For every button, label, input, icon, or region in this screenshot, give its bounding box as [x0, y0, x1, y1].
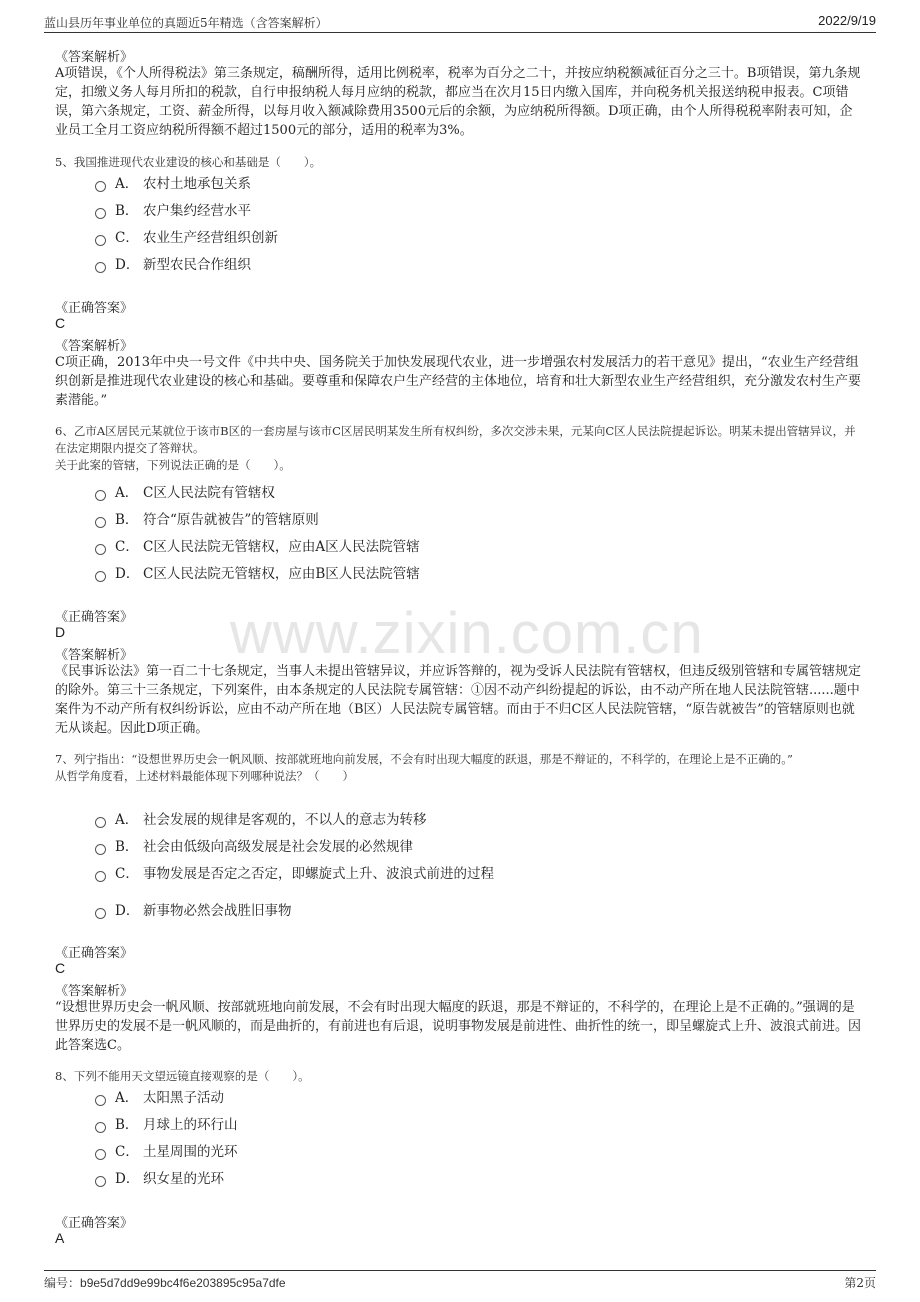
radio-icon[interactable] — [95, 571, 106, 582]
answer-analysis: C项正确，2013年中央一号文件《中共中央、国务院关于加快发展现代农业，进一步增强农村发展活力的若干意见》提出，“农业生产经营组织创新是推进现代农业建设的核心和基础。要尊重和保障农户生产经营的主体地位，培育和壮大新型农业生产经营组织，充分激发农村生产要素潜能。” — [55, 355, 862, 408]
correct-answer-label: 《正确答案》 — [55, 610, 134, 625]
radio-icon[interactable] — [95, 1095, 106, 1106]
radio-icon[interactable] — [95, 235, 106, 246]
option-b[interactable]: B． 农户集约经营水平 — [95, 201, 251, 221]
option-c[interactable]: C． 土星周围的光环 — [95, 1142, 238, 1162]
analysis-label: 《答案解析》 — [55, 984, 134, 999]
radio-icon[interactable] — [95, 844, 106, 855]
page-header — [44, 12, 876, 33]
option-a[interactable]: A． C区人民法院有管辖权 — [95, 483, 275, 503]
question-stem: 6、乙市A区居民元某就位于该市B区的一套房屋与该市C区居民明某发生所有权纠纷，多次交涉未果，元某向C区人民法院提起诉讼。明某未提出管辖异议，并在法定期限内提交了答辩状。 关于此案的管辖，下列说法正确的是（ ）。 — [55, 424, 856, 472]
option-b[interactable]: B． 月球上的环行山 — [95, 1115, 238, 1135]
page-number: 第2页 — [844, 1276, 876, 1290]
radio-icon[interactable] — [95, 1149, 106, 1160]
question-stem: 5、我国推进现代农业建设的核心和基础是（ ）。 — [55, 155, 322, 169]
option-b[interactable]: B． 社会由低级向高级发展是社会发展的必然规律 — [95, 837, 413, 857]
q4-analysis: A项错误，《个人所得税法》第三条规定，稿酬所得，适用比例税率，税率为百分之二十，并按应纳税额减征百分之三十。B项错误，第九条规定，扣缴义务人每月所扣的税款，自行申报纳税人每月应纳的税款，都应当在次月15日内缴入国库，并向税务机关报送纳税申报表。C项错误，第六条规定，工资、薪金所得，以每月收入额减除费用3500元后的余额，为应纳税所得额。D项正确，由个人所得税税率附表可知，企业员工全月工资应纳税所得额不超过1500元的部分，适用的税率为3%。 — [55, 66, 861, 138]
radio-icon[interactable] — [95, 1176, 106, 1187]
question-stem: 8、下列不能用天文望远镜直接观察的是（ ）。 — [55, 1069, 310, 1083]
correct-answer: A — [55, 1230, 65, 1246]
watermark: www.zixin.com.cn — [230, 601, 704, 666]
option-d[interactable]: D． 织女星的光环 — [95, 1169, 224, 1189]
correct-answer-label: 《正确答案》 — [55, 946, 134, 961]
analysis-label: 《答案解析》 — [55, 648, 134, 663]
radio-icon[interactable] — [95, 908, 106, 919]
radio-icon[interactable] — [95, 544, 106, 555]
answer-analysis: 《民事诉讼法》第一百二十七条规定，当事人未提出管辖异议，并应诉答辩的，视为受诉人民法院有管辖权，但违反级别管辖和专属管辖规定的除外。第三十三条规定，下列案件，由本条规定的人民法院专属管辖：①因不动产纠纷提起的诉讼，由不动产所在地人民法院管辖......题中案件为不动产所有权纠纷诉讼，应由不动产所在地（B区）人民法院专属管辖。而由于不归C区人民法院管辖，“原告就被告”的管辖原则也就无从谈起。因此D项正确。 — [55, 664, 862, 736]
option-c[interactable]: C． 农业生产经营组织创新 — [95, 228, 278, 248]
analysis-label: 《答案解析》 — [55, 339, 134, 354]
page-footer — [44, 1270, 876, 1297]
option-d[interactable]: D． 新事物必然会战胜旧事物 — [95, 901, 292, 921]
correct-answer-label: 《正确答案》 — [55, 1216, 134, 1231]
analysis-label: 《答案解析》 — [55, 50, 134, 65]
option-b[interactable]: B． 符合“原告就被告”的管辖原则 — [95, 510, 319, 530]
correct-answer: C — [55, 315, 66, 331]
correct-answer: C — [55, 960, 66, 976]
correct-answer-label: 《正确答案》 — [55, 301, 134, 316]
option-c[interactable]: C． 事物发展是否定之否定，即螺旋式上升、波浪式前进的过程 — [95, 864, 494, 884]
radio-icon[interactable] — [95, 871, 106, 882]
radio-icon[interactable] — [95, 517, 106, 528]
document-date: 2022/9/19 — [818, 13, 876, 28]
radio-icon[interactable] — [95, 181, 106, 192]
radio-icon[interactable] — [95, 817, 106, 828]
answer-analysis: “设想世界历史会一帆风顺、按部就班地向前发展，不会有时出现大幅度的跃退，那是不辩证的，不科学的，在理论上是不正确的。”强调的是世界历史的发展不是一帆风顺的，而是曲折的，有前进也有后退，说明事物发展是前进性、曲折性的统一，即呈螺旋式上升、波浪式前进。因此答案选C。 — [55, 1000, 862, 1053]
radio-icon[interactable] — [95, 490, 106, 501]
document-title: 蓝山县历年事业单位的真题近5年精选（含答案解析） — [44, 16, 328, 30]
radio-icon[interactable] — [95, 1122, 106, 1133]
option-c[interactable]: C． C区人民法院无管辖权，应由A区人民法院管辖 — [95, 537, 420, 557]
option-a[interactable]: A． 社会发展的规律是客观的，不以人的意志为转移 — [95, 810, 427, 830]
option-d[interactable]: D． 新型农民合作组织 — [95, 255, 251, 275]
radio-icon[interactable] — [95, 262, 106, 273]
option-a[interactable]: A． 农村土地承包关系 — [95, 174, 251, 194]
option-d[interactable]: D． C区人民法院无管辖权，应由B区人民法院管辖 — [95, 564, 420, 584]
option-a[interactable]: A． 太阳黑子活动 — [95, 1088, 224, 1108]
document-code: 编号：b9e5d7dd9e99bc4f6e203895c95a7dfe — [44, 1276, 286, 1290]
question-stem: 7、列宁指出：“设想世界历史会一帆风顺、按部就班地向前发展，不会有时出现大幅度的跃退，那是不辩证的，不科学的，在理论上是不正确的。” 从哲学角度看，上述材料最能体现下列哪种说法？（ ） — [55, 752, 793, 783]
correct-answer: D — [55, 624, 66, 640]
radio-icon[interactable] — [95, 208, 106, 219]
